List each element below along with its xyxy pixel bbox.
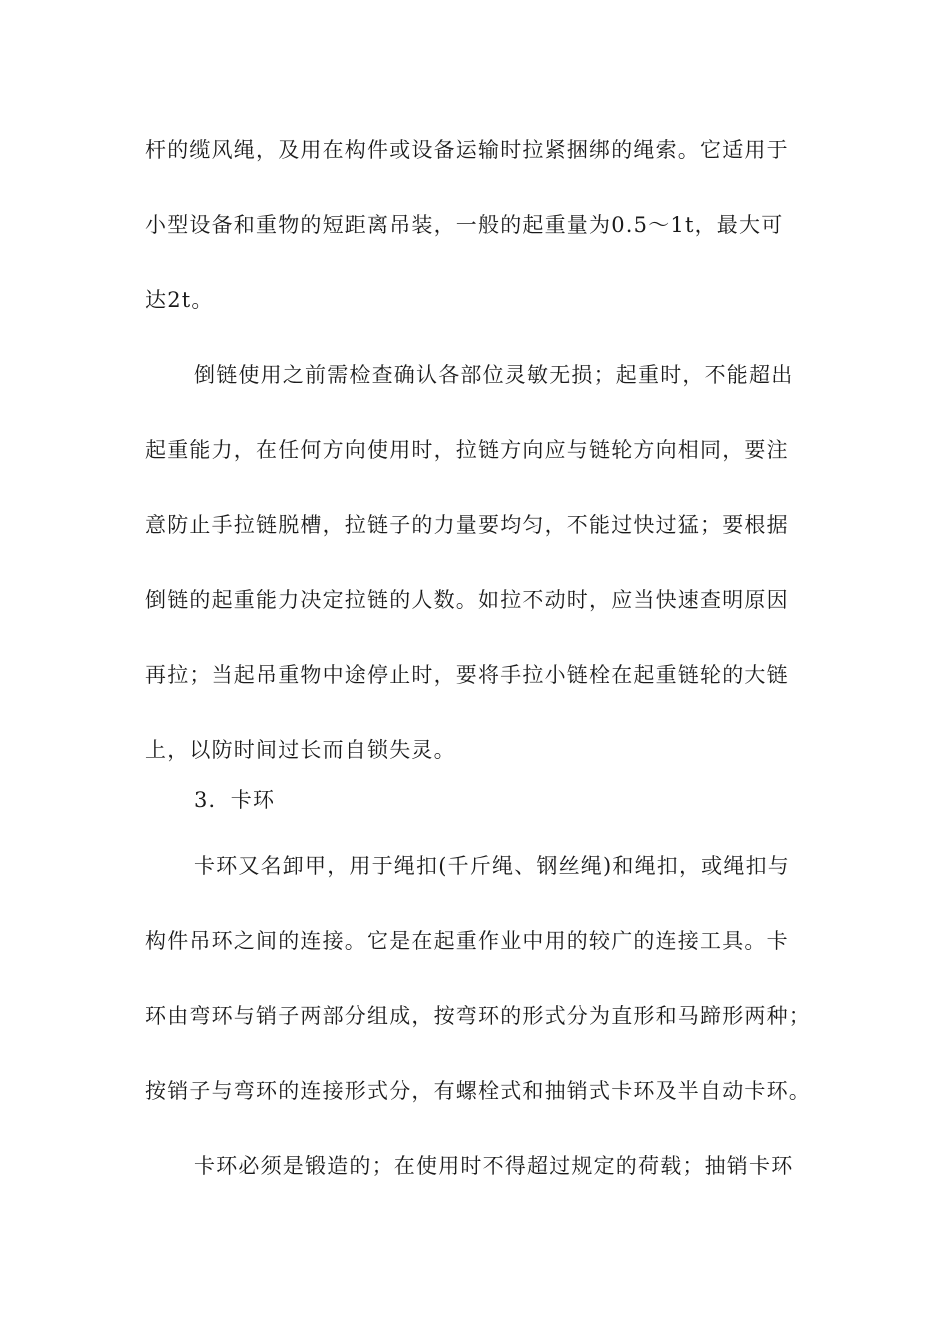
- paragraph-first-line: 倒链使用之前需检查确认各部位灵敏无损；起重时，不能超出: [194, 363, 794, 387]
- text-line: 意防止手拉链脱槽，拉链子的力量要均匀，不能过快过猛；要根据: [145, 513, 789, 537]
- text-line: 再拉；当起吊重物中途停止时，要将手拉小链栓在起重链轮的大链: [145, 663, 789, 687]
- text-line: 起重能力，在任何方向使用时，拉链方向应与链轮方向相同，要注: [145, 438, 789, 462]
- text-line: 环由弯环与销子两部分组成，按弯环的形式分为直形和马蹄形两种；: [145, 1004, 811, 1028]
- text-line: 杆的缆风绳，及用在构件或设备运输时拉紧捆绑的绳索。它适用于: [145, 138, 789, 162]
- text-line: 上，以防时间过长而自锁失灵。: [145, 738, 456, 762]
- text-line: 按销子与弯环的连接形式分，有螺栓式和抽销式卡环及半自动卡环。: [145, 1079, 811, 1103]
- text-line: 构件吊环之间的连接。它是在起重作业中用的较广的连接工具。卡: [145, 929, 789, 953]
- text-line: 倒链的起重能力决定拉链的人数。如拉不动时，应当快速查明原因: [145, 588, 789, 612]
- section-heading: 3．卡环: [194, 788, 276, 812]
- paragraph-first-line: 卡环又名卸甲，用于绳扣(千斤绳、钢丝绳)和绳扣，或绳扣与: [194, 854, 790, 878]
- text-line: 达2t。: [145, 288, 214, 312]
- paragraph-first-line: 卡环必须是锻造的；在使用时不得超过规定的荷载；抽销卡环: [194, 1154, 794, 1178]
- text-line: 小型设备和重物的短距离吊装，一般的起重量为0.5～1t，最大可: [145, 213, 784, 237]
